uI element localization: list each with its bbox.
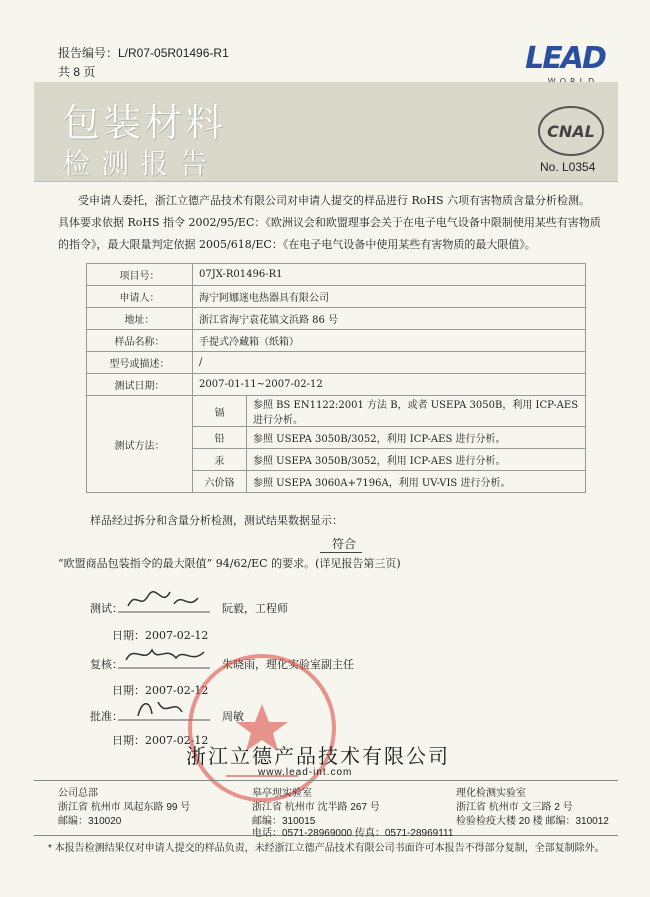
intro-line-2: 具体要求依据 RoHS 指令 2002/95/EC：《欧洲议会和欧盟理事会关于在电子电气设备中限制使用某些有害物质 (58, 216, 601, 229)
cnal-text: CNAL (547, 122, 595, 141)
hq-zip: 邮编：310020 (58, 816, 122, 827)
lab2-zip: 检验检疫大楼 20 楼 邮编：310012 (456, 816, 609, 827)
title-main: 包装材料 (62, 101, 227, 145)
intro-line-3: 的指令》，最大限量判定依据 2005/618/EC：《在电子电气设备中使用某些有害物质的最大限值》。 (58, 238, 536, 251)
row-value: 海宁阿娜迷电热器具有限公司 (193, 286, 586, 308)
method-desc: 参照 USEPA 3050B/3052，利用 ICP-AES 进行分析。 (247, 449, 586, 471)
reviewer-name: 朱晓雨，理化实验室副主任 (222, 658, 354, 671)
tester-label: 测试： (90, 602, 123, 615)
method-element: 汞 (193, 449, 247, 471)
row-label: 地址： (87, 308, 193, 330)
table-row (87, 264, 586, 286)
disclaimer: * 本报告检测结果仅对申请人提交的样品负责，未经浙江立德产品技术有限公司书面许可本报告不得部分复制，全部复制除外。 (48, 843, 605, 854)
tester-date: 日期：2007-02-12 (112, 629, 209, 642)
method-label: 测试方法： (87, 396, 193, 493)
row-label: 申请人： (87, 286, 193, 308)
lab1-zip: 邮编：310015 (252, 816, 316, 827)
result-verdict: 符合 (332, 537, 357, 551)
title-sub: 检测报告 (62, 147, 219, 180)
company-name: 浙江立德产品技术有限公司 (186, 744, 450, 768)
row-value: 手提式冷藏箱（纸箱） (193, 330, 586, 352)
lab1-title: 皋亭坝实验室 (252, 788, 312, 799)
report-number: 报告编号：L/R07-05R01496-R1 (58, 46, 229, 60)
result-lead-in: 样品经过拆分和含量分析检测，测试结果数据显示： (90, 514, 343, 527)
approver-date: 日期：2007-02-12 (112, 734, 209, 747)
table-row (87, 286, 586, 308)
tester-signature-icon (118, 586, 210, 614)
table-row (87, 308, 586, 330)
lab1-address: 浙江省 杭州市 沈半路 267 号 (252, 802, 380, 813)
verdict-underline (320, 552, 362, 553)
table-row (87, 352, 586, 374)
approver-label: 批准： (90, 710, 123, 723)
page-count: 共 8 页 (58, 65, 96, 79)
row-label: 测试日期： (87, 374, 193, 396)
cnal-mark-icon (536, 104, 606, 159)
tester-name: 阮毅，工程师 (222, 602, 288, 615)
method-element: 镉 (193, 396, 247, 427)
row-value: / (193, 352, 586, 374)
info-table (86, 263, 586, 493)
reviewer-date: 日期：2007-02-12 (112, 684, 209, 697)
row-value: 07JX-R01496-R1 (193, 264, 586, 286)
row-value: 2007-01-11~2007-02-12 (193, 374, 586, 396)
row-label: 样品名称： (87, 330, 193, 352)
method-element: 铅 (193, 427, 247, 449)
lead-logo-icon (515, 38, 615, 88)
contact-info: 电话：0571-28969000 传真：0571-28969111 (252, 828, 454, 839)
reviewer-label: 复核： (90, 658, 123, 671)
result-statement: “欧盟商品包装指令的最大限值” 94/62/EC 的要求。(详见报告第三页) (58, 557, 401, 570)
company-url: www.lead-int.com (258, 767, 353, 778)
method-desc: 参照 BS EN1122:2001 方法 B，或者 USEPA 3050B，利用 ICP-AES 进行分析。 (247, 396, 586, 427)
row-label: 项目号： (87, 264, 193, 286)
row-label: 型号或描述： (87, 352, 193, 374)
lab2-title: 理化检测实验室 (456, 788, 526, 799)
method-desc: 参照 USEPA 3060A+7196A，利用 UV-VIS 进行分析。 (247, 471, 586, 493)
hq-address: 浙江省 杭州市 凤起东路 99 号 (58, 802, 191, 813)
logo-text: LEAD (525, 41, 605, 76)
method-element: 六价铬 (193, 471, 247, 493)
table-row (87, 330, 586, 352)
approver-name: 周敏 (222, 710, 244, 723)
method-desc: 参照 USEPA 3050B/3052，利用 ICP-AES 进行分析。 (247, 427, 586, 449)
row-value: 浙江省海宁袁花镇文浜路 86 号 (193, 308, 586, 330)
accreditation-number: No. L0354 (540, 160, 596, 174)
method-row (87, 396, 586, 427)
table-row (87, 374, 586, 396)
intro-line-1: 受申请人委托，浙江立德产品技术有限公司对申请人提交的样品进行 RoHS 六项有害物质含量分析检测。 (78, 194, 591, 207)
lab2-address: 浙江省 杭州市 文三路 2 号 (456, 802, 573, 813)
hq-title: 公司总部 (58, 788, 98, 799)
